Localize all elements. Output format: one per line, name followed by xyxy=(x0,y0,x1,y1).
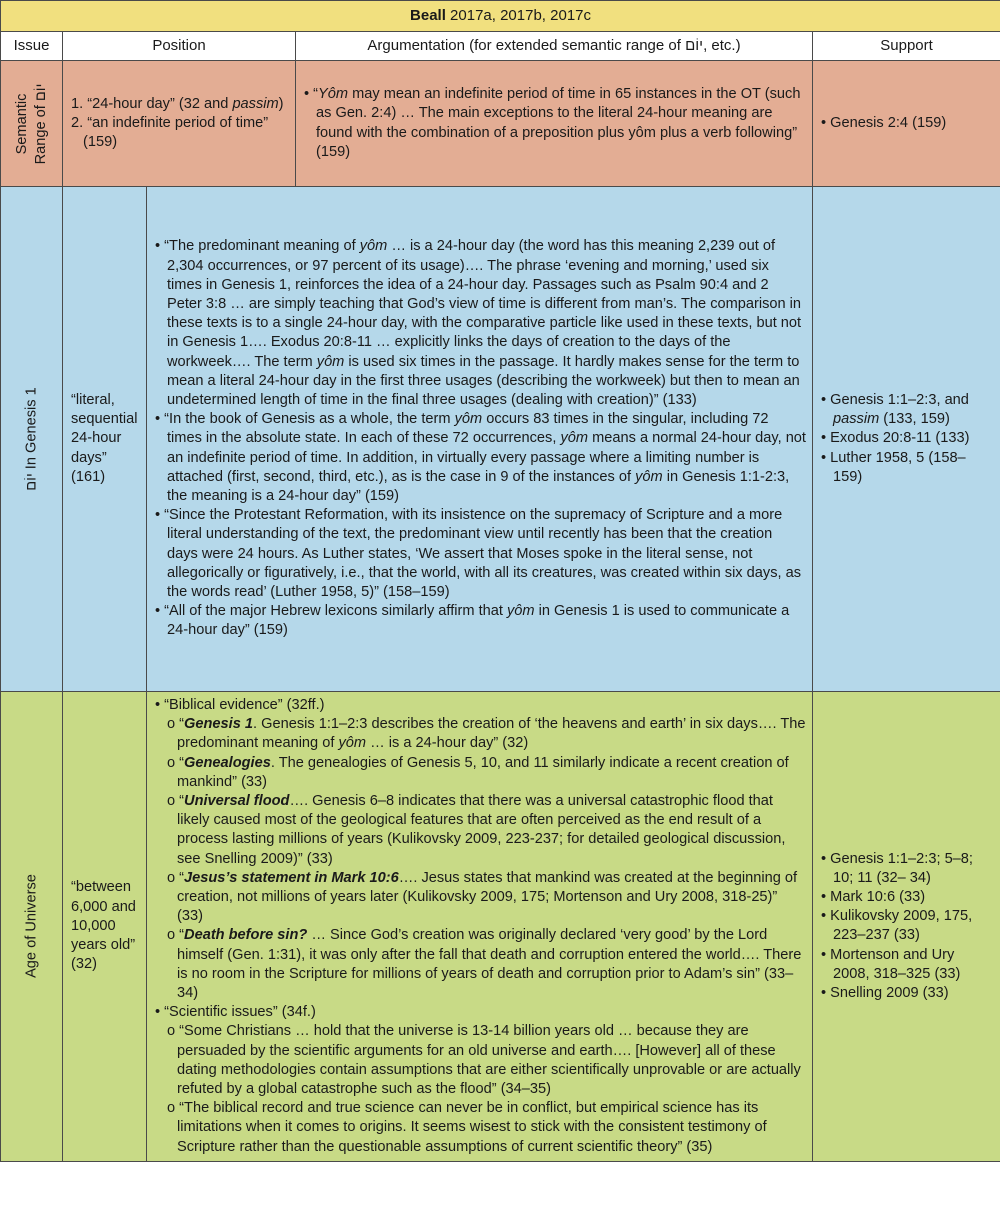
header-position: Position xyxy=(63,32,296,61)
list-item: 2. “an indefinite period of time” (159) xyxy=(71,114,269,151)
row-genesis-1 xyxy=(1,187,1000,692)
argumentation-cell xyxy=(296,61,813,187)
list-item: • Genesis 1:1–2:3; 5–8; 10; 11 (32– 34) xyxy=(821,850,992,888)
support-list xyxy=(821,850,992,1004)
list-item: • Exodus 20:8-11 (133) xyxy=(821,429,992,448)
title-author: Beall xyxy=(410,7,446,25)
support-cell xyxy=(813,61,1000,187)
issue-label-line1: Semantic xyxy=(13,93,30,154)
issue-cell xyxy=(1,187,63,692)
support-list xyxy=(821,114,992,133)
argument-list xyxy=(304,85,806,162)
argument-list xyxy=(155,237,806,640)
issue-cell xyxy=(1,61,63,187)
list-item: • Mark 10:6 (33) xyxy=(821,888,992,907)
table-title xyxy=(1,1,1000,32)
list-item: o “Some Christians … hold that the universe is 13-14 billion years old … because they are persuaded by the scientific arguments for an old universe and earth…. [However] all of these dating methodologies contain assumptions that are either scientifically unprovable or are actually refuted by a global catastrophe such as the flood” (34–35) xyxy=(155,1022,806,1099)
list-item: • “Scientific issues” (34f.) xyxy=(155,1003,806,1022)
header-issue: Issue xyxy=(1,32,63,61)
scientific-issues-list xyxy=(155,1022,806,1156)
row-age-of-universe xyxy=(1,692,1000,1162)
list-item: o “Jesus’s statement in Mark 10:6…. Jesus states that mankind was created at the beginning of creation, not millions of years later (Kulikovsky 2009, 175; Mortenson and Ury 2008, 318-25)” (33) xyxy=(155,869,806,927)
list-item: • Mortenson and Ury 2008, 318–325 (33) xyxy=(821,946,992,984)
list-item: • Genesis 1:1–2:3, and passim (133, 159) xyxy=(821,391,992,429)
list-item: 1. “24-hour day” (32 and passim) xyxy=(71,95,284,112)
argument-list xyxy=(155,696,806,715)
position-cell xyxy=(63,61,296,187)
title-years: 2017a, 2017b, 2017c xyxy=(445,7,592,25)
support-cell xyxy=(813,692,1000,1162)
list-item: • Snelling 2009 (33) xyxy=(821,984,992,1003)
list-item: o “The biblical record and true science can never be in conflict, but empirical science has its limitations when it comes to origins. It seems wisest to stick with the consistent testimony of Scripture rather than the questionable assumptions of current scientific theory” (35) xyxy=(155,1099,806,1157)
issue-label xyxy=(13,83,51,164)
issue-cell xyxy=(1,692,63,1162)
support-cell xyxy=(813,187,1000,692)
header-support: Support xyxy=(813,32,1000,61)
list-item: o “Genealogies. The genealogies of Genesis 5, 10, and 11 similarly indicate a recent creation of mankind” (33) xyxy=(155,754,806,792)
list-item: o “Genesis 1. Genesis 1:1–2:3 describes the creation of ‘the heavens and earth’ in six days…. The predominant meaning of yôm … is a 24-hour day” (32) xyxy=(155,715,806,753)
issue-label: Age of Universe xyxy=(23,874,39,979)
header-argumentation: Argumentation (for extended semantic range of יוֹם, etc.) xyxy=(296,32,813,61)
issue-label: יוֹם In Genesis 1 xyxy=(23,387,39,491)
list-item: • Luther 1958, 5 (158–159) xyxy=(821,449,992,487)
issue-label-line2: Range of יוֹם xyxy=(32,83,49,164)
list-item: • “In the book of Genesis as a whole, the term yôm occurs 83 times in the singular, including 72 times in the absolute state. In each of these 72 occurrences, yôm means a normal 24-hour day, not an indefinite period of time. In addition, in virtually every passage where a limiting number is attached (first, second, third, etc.), as is the case in 9 of the instances of yôm in Genesis 1:1-2:3, the meaning is a 24-hour day” (159) xyxy=(155,410,806,506)
argumentation-cell xyxy=(147,692,813,1162)
position-cell: “between 6,000 and 10,000 years old” (32) xyxy=(63,692,147,1162)
row-semantic-range xyxy=(1,61,1000,187)
position-list xyxy=(71,95,287,153)
argument-list xyxy=(155,1003,806,1022)
list-item: o “Universal flood…. Genesis 6–8 indicates that there was a universal catastrophic flood that likely caused most of the geological features that are often perceived as the end result of a process lasting millions of years (Kulikovsky 2009, 223-237; for detailed geological discussion, see Snelling 2009)” (33) xyxy=(155,792,806,869)
list-item: • “Biblical evidence” (32ff.) xyxy=(155,696,806,715)
list-item: • “All of the major Hebrew lexicons similarly affirm that yôm in Genesis 1 is used to communicate a 24-hour day” (159) xyxy=(155,602,806,640)
list-item: • Genesis 2:4 (159) xyxy=(821,114,992,133)
position-cell: “literal, sequential 24-hour days” (161) xyxy=(63,187,147,692)
list-item: • Kulikovsky 2009, 175, 223–237 (33) xyxy=(821,907,992,945)
support-list xyxy=(821,391,992,487)
biblical-evidence-list xyxy=(155,715,806,1003)
argumentation-cell xyxy=(147,187,813,692)
list-item: o “Death before sin? … Since God’s creation was originally declared ‘very good’ by the Lord himself (Gen. 1:31), it was only after the fall that death and corruption entered the world…. There is no room in the Scripture for millions of years of death and corruption prior to Adam’s sin” (33–34) xyxy=(155,926,806,1003)
list-item: • “Since the Protestant Reformation, with its insistence on the supremacy of Scripture and a more literal understanding of the text, the predominant view until recently has been that the creation days were 24 hours. As Luther states, ‘We assert that Moses spoke in the literal sense, not allegorically or figuratively, i.e., that the world, with all its creatures, was created within six days, as the words read’ (Luther 1958, 5)” (158–159) xyxy=(155,506,806,602)
list-item: • “Yôm may mean an indefinite period of time in 65 instances in the OT (such as Gen. 2:4) … The main exceptions to the literal 24-hour meaning are found with the combination of a preposition plus yôm plus a verb following” (159) xyxy=(304,85,806,162)
list-item: • “The predominant meaning of yôm … is a 24-hour day (the word has this meaning 2,239 out of 2,304 occurrences, or 97 percent of its usage)…. The phrase ‘evening and morning,’ used six times in Genesis 1, reinforces the idea of a 24-hour day. Passages such as Psalm 90:4 and 2 Peter 3:8 … are simply teaching that God’s view of time is different from man’s. The comparison in these texts is to a single 24-hour day, with the comparative particle like used in these texts, but not in Genesis 1…. Exodus 20:8-11 … explicitly links the days of creation to the days of the workweek…. The term yôm is used six times in the passage. It hardly makes sense for the term to mean a literal 24-hour day in the first three usages (describing the workweek) but then to mean an undetermined length of time in the final three usages (dealing with creation)” (133) xyxy=(155,237,806,410)
